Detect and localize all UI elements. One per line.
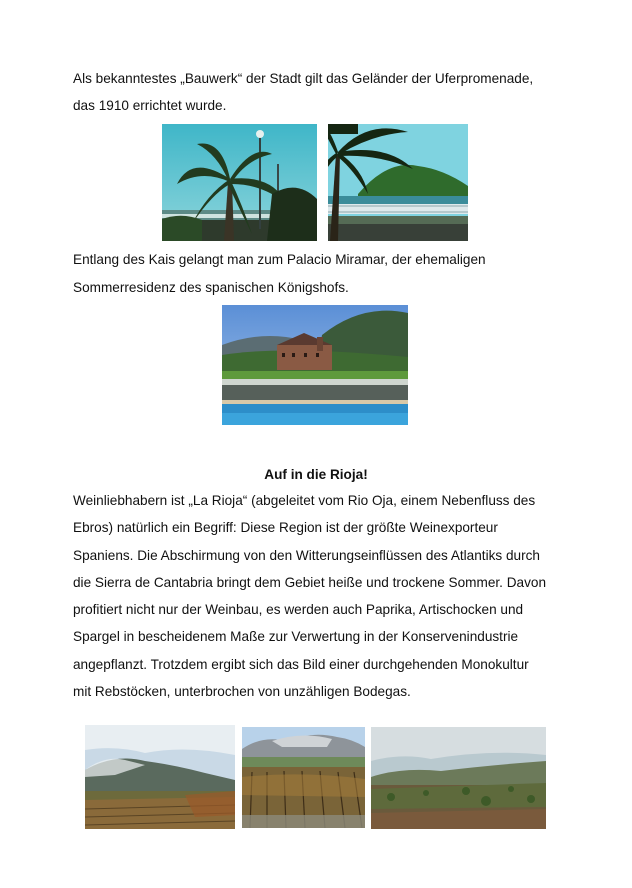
rioja-vineyard-photo-2 bbox=[242, 727, 365, 828]
palacio-miramar-photo bbox=[222, 305, 408, 425]
kais-line-2: Sommerresidenz des spanischen Königshofs. bbox=[73, 280, 349, 295]
promenade-palm-photo bbox=[162, 124, 317, 241]
rioja-line: Weinliebhabern ist „La Rioja“ (abgeleitet vom Rio Oja, einem Nebenfluss des bbox=[73, 493, 536, 508]
rioja-line: angepflanzt. Trotzdem ergibt sich das Bild einer durchgehenden Monokultur bbox=[73, 656, 529, 672]
rioja-line: mit Rebstöcken, unterbrochen von unzähligen Bodegas. bbox=[73, 684, 411, 700]
intro-line-1: Als bekanntestes „Bauwerk“ der Stadt gilt das Geländer der Uferpromenade, bbox=[73, 71, 534, 86]
intro-line-2: das 1910 errichtet wurde. bbox=[73, 98, 227, 113]
rioja-line: profitiert nicht nur der Weinbau, es werden auch Paprika, Artischocken und bbox=[73, 602, 524, 618]
rioja-vineyard-photo-1 bbox=[85, 725, 235, 829]
rioja-line: Spaniens. Die Abschirmung von den Witterungseinflüssen des Atlantiks durch bbox=[73, 547, 540, 563]
island-view-photo bbox=[328, 124, 468, 241]
rioja-landscape-photo-3 bbox=[371, 727, 546, 829]
rioja-line: Spargel in bescheidenem Maße zur Verwertung in der Konservenindustrie bbox=[73, 629, 519, 645]
rioja-paragraph bbox=[73, 487, 563, 705]
kais-line-1: Entlang des Kais gelangt man zum Palacio Miramar, der ehemaligen bbox=[73, 252, 486, 267]
rioja-line: Ebros) natürlich ein Begriff: Diese Region ist der größte Weinexporteur bbox=[73, 520, 498, 536]
rioja-line: die Sierra de Cantabria bringt dem Gebiet heiße und trockene Sommer. Davon bbox=[73, 574, 547, 590]
section-heading: Auf in die Rioja! bbox=[264, 467, 368, 482]
